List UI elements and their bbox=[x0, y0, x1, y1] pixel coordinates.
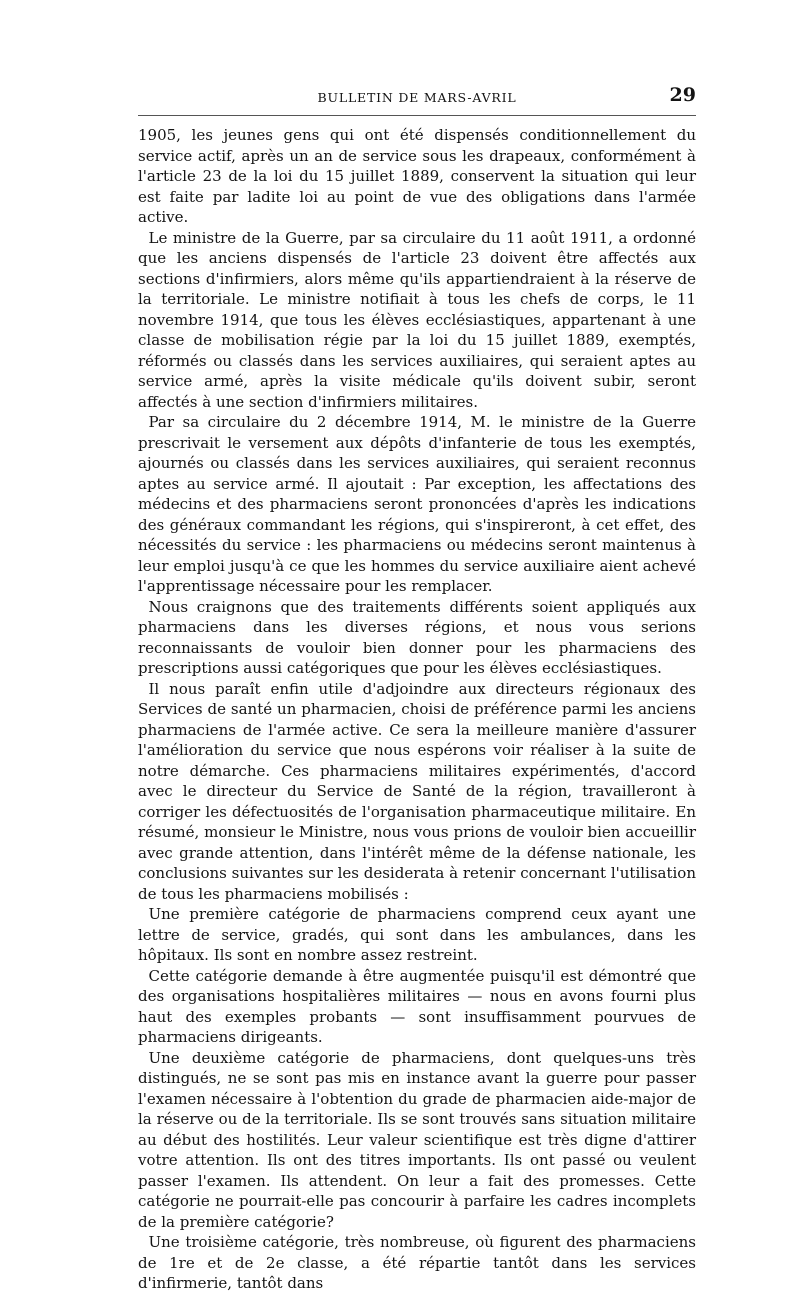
paragraph: Le ministre de la Guerre, par sa circulaire du 11 août 1911, a ordonné que les anciens dispensés de l'article 23 doivent être affectés aux sections d'infirmiers, alors même qu'ils appartiendraient à la réserve de la territoriale. Le ministre notifiait à tous les chefs de corps, le 11 novembre 1914, que tous les élèves ecclésiastiques, appartenant à une classe de mobilisation régie par la loi du 15 juillet 1889, exemptés, réformés ou classés dans les services auxiliaires, qui seraient aptes au service armé, après la visite médicale qu'ils doivent subir, seront affectés à une section d'infirmiers militaires. bbox=[138, 228, 696, 411]
running-title: BULLETIN DE MARS-AVRIL bbox=[317, 90, 517, 105]
page-header bbox=[138, 84, 696, 114]
header-divider bbox=[138, 115, 696, 116]
paragraph: Il nous paraît enfin utile d'adjoindre aux directeurs régionaux des Services de santé un pharmacien, choisi de préférence parmi les anciens pharmaciens de l'armée active. Ce sera la meilleure manière d'assurer l'amélioration du service que nous espérons voir réaliser à la suite de notre démarche. Ces pharmaciens militaires expérimentés, d'accord avec le directeur du Service de Santé de la région, travailleront à corriger les défectuosités de l'organisation pharmaceutique militaire. En résumé, monsieur le Ministre, nous vous prions de vouloir bien accueillir avec grande attention, dans l'intérêt même de la défense nationale, les conclusions suivantes sur les desiderata à retenir concernant l'utilisation de tous les pharmaciens mobilisés : bbox=[138, 679, 696, 903]
paragraph: Une première catégorie de pharmaciens comprend ceux ayant une lettre de service, gradés, qui sont dans les ambulances, dans les hôpitaux. Ils sont en nombre assez restreint. bbox=[138, 905, 696, 964]
paragraph: Une troisième catégorie, très nombreuse, où figurent des pharmaciens de 1re et de 2e classe, a été répartie tantôt dans les services d'infirmerie, tantôt dans bbox=[138, 1233, 696, 1292]
page-number: 29 bbox=[669, 84, 696, 106]
paragraph: Une deuxième catégorie de pharmaciens, dont quelques-uns très distingués, ne se sont pas mis en instance avant la guerre pour passer l'examen nécessaire à l'obtention du grade de pharmacien aide-major de la réserve ou de la territoriale. Ils se sont trouvés sans situation militaire au début des hostilités. Leur valeur scientifique est très digne d'attirer votre attention. Ils ont des titres importants. Ils ont passé ou veulent passer l'examen. Ils attendent. On leur a fait des promesses. Cette catégorie ne pourrait-elle pas concourir à parfaire les cadres incomplets de la première catégorie? bbox=[138, 1048, 696, 1231]
paragraph: 1905, les jeunes gens qui ont été dispensés conditionnellement du service actif, après un an de service sous les drapeaux, conformément à l'article 23 de la loi du 15 juillet 1889, conservent la situation qui leur est faite par ladite loi au point de vue des obligations dans l'armée active. bbox=[138, 126, 696, 226]
body-text bbox=[138, 125, 696, 1294]
paragraph: Cette catégorie demande à être augmentée puisqu'il est démontré que des organisations hospitalières militaires — nous en avons fourni plus haut des exemples probants — sont insuffisamment pourvues de pharmaciens dirigeants. bbox=[138, 966, 696, 1046]
paragraph: Par sa circulaire du 2 décembre 1914, M. le ministre de la Guerre prescrivait le versement aux dépôts d'infanterie de tous les exemptés, ajournés ou classés dans les services auxiliaires, qui seraient reconnus aptes au service armé. Il ajoutait : Par exception, les affectations des médecins et des pharmaciens seront prononcées d'après les indications des généraux commandant les régions, qui s'inspireront, à cet effet, des nécessités du service : les pharmaciens ou médecins seront maintenus à leur emploi jusqu'à ce que les hommes du service auxiliaire aient achevé l'apprentissage nécessaire pour les remplacer. bbox=[138, 413, 696, 595]
paragraph: Nous craignons que des traitements différents soient appliqués aux pharmaciens dans les diverses régions, et nous vous serions reconnaissants de vouloir bien donner pour les pharmaciens des prescriptions aussi catégoriques que pour les élèves ecclésiastiques. bbox=[138, 597, 696, 677]
